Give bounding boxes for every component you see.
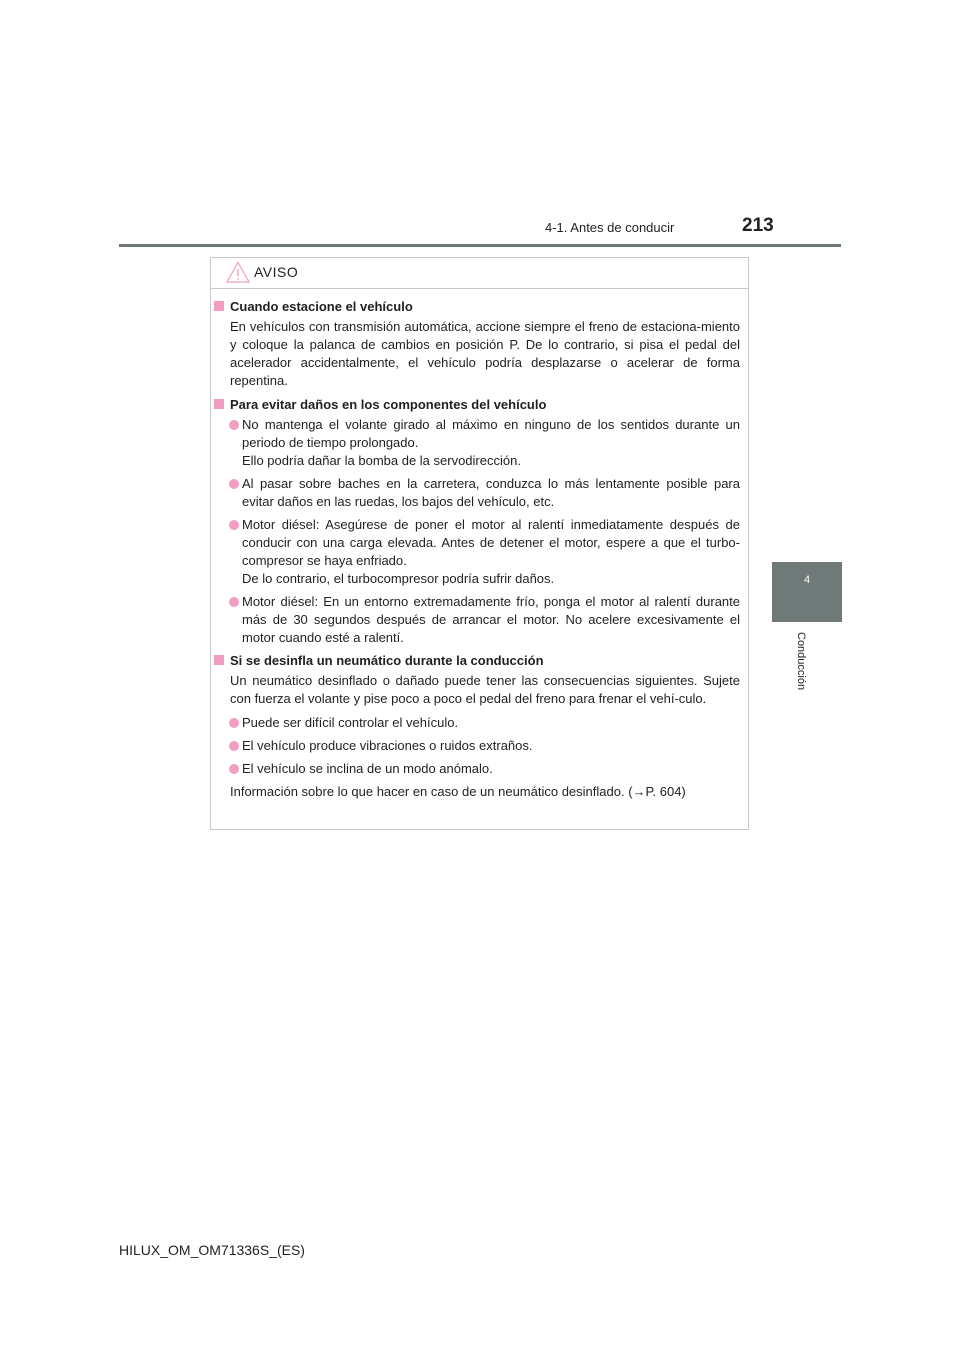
section-title: Si se desinfla un neumático durante la conducción xyxy=(211,652,748,669)
circle-bullet-icon xyxy=(229,718,239,728)
section-title: Para evitar daños en los componentes del vehículo xyxy=(211,396,748,413)
circle-bullet-icon xyxy=(229,520,239,530)
bullet-item: Puede ser difícil controlar el vehículo. xyxy=(211,714,748,732)
square-bullet-icon xyxy=(214,655,224,665)
circle-bullet-icon xyxy=(229,420,239,430)
closing-note: Información sobre lo que hacer en caso de un neumático desinflado. (→P. 604) xyxy=(230,784,686,799)
bullet-item: No mantenga el volante girado al máximo en ninguno de los sentidos durante un periodo de tiempo prolongado. Ello podría dañar la bomba de la servodirección. xyxy=(211,416,748,470)
warning-triangle-icon xyxy=(226,261,250,283)
chapter-title: Conducción xyxy=(795,632,807,691)
running-header-section: 4-1. Antes de conducir xyxy=(545,220,675,235)
bullet-item: Motor diésel: Asegúrese de poner el motor al ralentí inmediatamente después de conducir con una carga elevada. Antes de detener el motor, espere a que el turbo-compresor se haya enfriado. De lo contrario, el turbocompresor podría sufrir daños. xyxy=(211,516,748,588)
circle-bullet-icon xyxy=(229,479,239,489)
square-bullet-icon xyxy=(214,399,224,409)
warning-header xyxy=(211,258,748,289)
header-rule xyxy=(119,244,841,247)
circle-bullet-icon xyxy=(229,597,239,607)
page-number: 213 xyxy=(742,215,774,236)
chapter-tab xyxy=(772,562,842,622)
chapter-number: 4 xyxy=(803,574,811,586)
circle-bullet-icon xyxy=(229,741,239,751)
bullet-item: El vehículo se inclina de un modo anómalo. xyxy=(211,760,748,778)
bullet-item: Al pasar sobre baches en la carretera, conduzca lo más lentamente posible para evitar daños en las ruedas, los bajos del vehículo, etc. xyxy=(211,475,748,511)
warning-content xyxy=(211,298,748,807)
circle-bullet-icon xyxy=(229,764,239,774)
section-paragraph: Un neumático desinflado o dañado puede tener las consecuencias siguientes. Sujete con fuerza el volante y pise poco a poco el pedal del freno para frenar el vehí-culo. xyxy=(230,673,740,706)
bullet-item: El vehículo produce vibraciones o ruidos extraños. xyxy=(211,737,748,755)
bullet-item: Motor diésel: En un entorno extremadamente frío, ponga el motor al ralentí durante más de 30 segundos después de arrancar el motor. No acelere excesivamente el motor cuando esté a ralentí. xyxy=(211,593,748,647)
square-bullet-icon xyxy=(214,301,224,311)
section-title: Cuando estacione el vehículo xyxy=(211,298,748,315)
warning-box xyxy=(210,257,749,830)
footer-document-code: HILUX_OM_OM71336S_(ES) xyxy=(119,1242,305,1258)
section-paragraph: En vehículos con transmisión automática, accione siempre el freno de estaciona-miento y coloque la palanca de cambios en posición P. De lo contrario, si pisa el pedal del acelerador accidentalmente, el vehículo podría desplazarse o acelerar de forma repentina. xyxy=(230,319,740,388)
warning-label: AVISO xyxy=(254,264,299,280)
